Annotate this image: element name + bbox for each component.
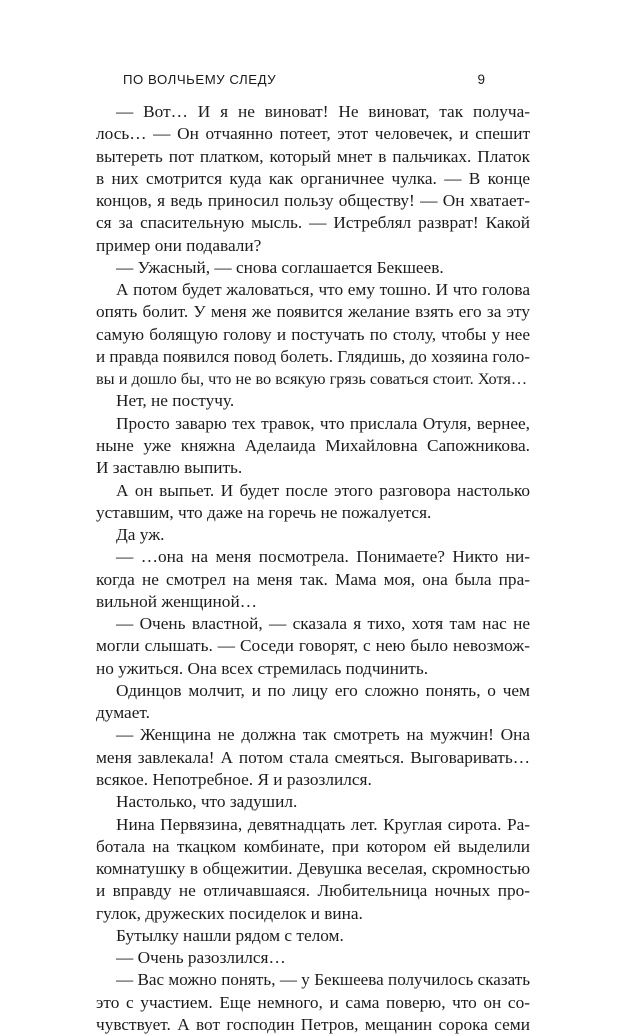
page-number: 9 <box>477 72 485 87</box>
text-line: в них смотрится куда как органичнее чулка. — В конце <box>96 168 530 188</box>
text-line: вытереть пот платком, который мнет в пальчиках. Платок <box>96 146 530 166</box>
text-line: концов, я ведь приносил пользу обществу! — Он хватает- <box>96 191 530 211</box>
text-line: Настолько, что задушил. <box>116 792 298 812</box>
text-line: и правда появился повод болеть. Глядишь, до хозяина голо- <box>96 346 530 366</box>
text-line: думает. <box>96 703 150 723</box>
text-line: меня завлекала! А потом стала смеяться. Выговаривать… <box>96 747 530 767</box>
text-line: самую болящую голову и постучать по столу, чтобы у нее <box>96 324 530 344</box>
text-line: ся за спасительную мысль. — Истреблял разврат! Какой <box>96 213 530 233</box>
running-header <box>123 72 485 92</box>
text-line: Нет, не постучу. <box>116 391 235 411</box>
text-line: опять болит. У меня же появится желание взять его за эту <box>96 302 530 322</box>
text-line: ныне уже княжна Аделаида Михайловна Сапожникова. <box>96 435 530 455</box>
text-line: — Вас можно понять, — у Бекшеева получилось сказать <box>116 970 530 990</box>
text-line: чувствует. А вот господин Петров, мещанин сорока семи <box>96 1014 530 1034</box>
text-line: вы и дошло бы, что не во всякую грязь соваться стоит. Хотя… <box>96 369 528 389</box>
text-line: всякое. Непотребное. Я и разозлился. <box>96 769 372 789</box>
running-header-title: ПО ВОЛЧЬЕМУ СЛЕДУ <box>123 72 277 87</box>
text-line: — Очень разозлился… <box>116 948 286 968</box>
text-line: — …она на меня посмотрела. Понимаете? Никто ни- <box>116 547 530 567</box>
text-line: — Женщина не должна так смотреть на мужчин! Она <box>116 725 530 745</box>
text-line: лось… — Он отчаянно потеет, этот человечек, и спешит <box>96 124 530 144</box>
text-line: это с участием. Еще немного, и сама поверю, что он со- <box>96 992 530 1012</box>
text-line: — Ужасный, — снова соглашается Бекшеев. <box>116 257 444 277</box>
text-line: Бутылку нашли рядом с телом. <box>116 925 344 945</box>
text-line: уставшим, что даже на горечь не пожалуется. <box>96 502 432 522</box>
text-line: И заставлю выпить. <box>96 458 243 478</box>
body-text <box>96 101 530 1036</box>
text-line: Нина Первязина, девятнадцать лет. Круглая сирота. Ра- <box>116 814 530 834</box>
text-line: могли слышать. — Соседи говорят, с нею было невозмож- <box>96 636 530 656</box>
text-line: ботала на ткацком комбинате, при котором ей выделили <box>96 836 530 856</box>
text-line: Одинцов молчит, и по лицу его сложно понять, о чем <box>116 680 530 700</box>
text-line: — Вот… И я не виноват! Не виноват, так получа- <box>116 102 530 121</box>
text-line: когда не смотрел на меня так. Мама моя, она была пра- <box>96 569 530 589</box>
text-line: — Очень властной, — сказала я тихо, хотя там нас не <box>116 614 530 634</box>
text-line: и вправду не отличавшаяся. Любительница ночных про- <box>96 881 530 901</box>
text-line: А потом будет жаловаться, что ему тошно. И что голова <box>116 280 530 300</box>
text-line: гулок, дружеских посиделок и вина. <box>96 903 363 923</box>
text-line: А он выпьет. И будет после этого разговора настолько <box>116 480 530 500</box>
text-line: вильной женщиной… <box>96 591 257 611</box>
text-line: но ужиться. Она всех стремилась подчинить. <box>96 658 429 678</box>
text-line: пример они подавали? <box>96 235 262 255</box>
text-line: комнатушку в общежитии. Девушка веселая, скромностью <box>96 859 530 879</box>
text-line: Просто заварю тех травок, что прислала Отуля, вернее, <box>116 413 530 433</box>
text-line: Да уж. <box>116 525 165 545</box>
